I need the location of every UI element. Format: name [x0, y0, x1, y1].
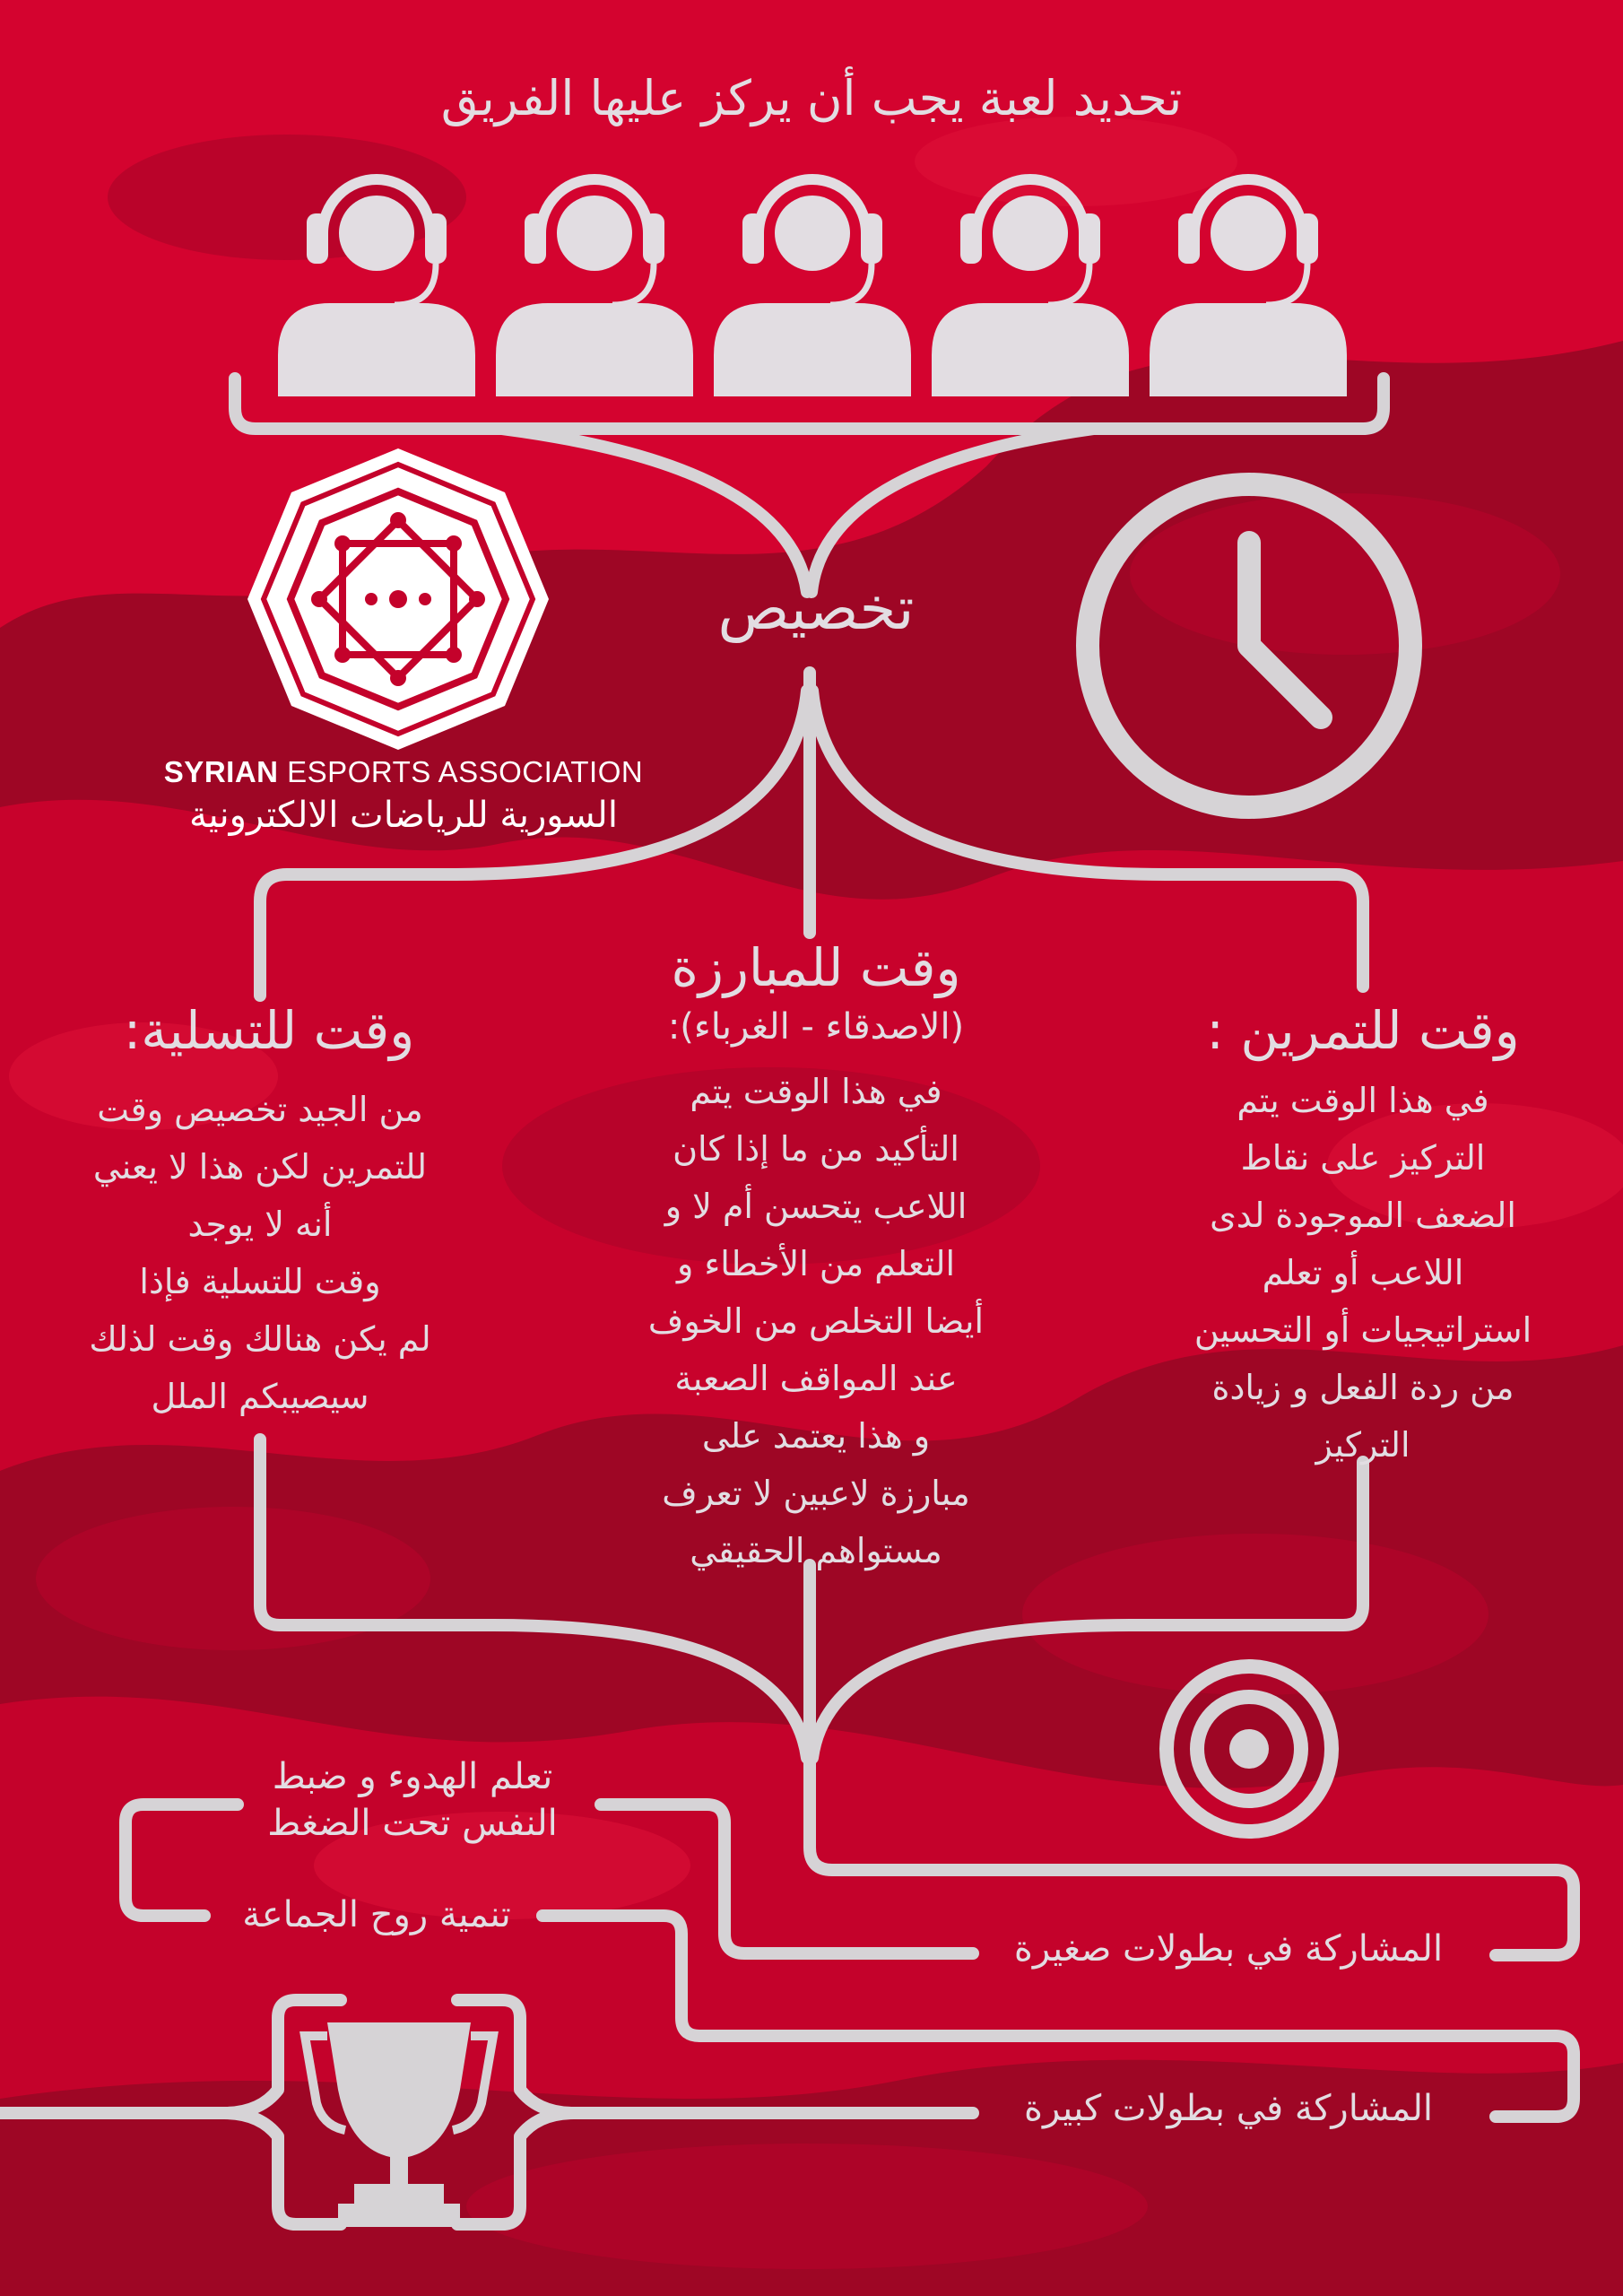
logo-english-rest: ESPORTS ASSOCIATION — [287, 755, 644, 788]
main-title: تحديد لعبة يجب أن يركز عليها الفريق — [440, 70, 1183, 126]
team-spirit-outcome: تنمية روح الجماعة — [242, 1894, 511, 1935]
match-subheading: (الاصدقاء - الغرباء): — [667, 1006, 965, 1048]
practice-heading: وقت للتمرين : — [1206, 1000, 1520, 1061]
headset-player-icon — [278, 179, 475, 396]
match-heading: وقت للمبارزة — [671, 937, 961, 998]
logo-english-bold: SYRIAN — [163, 755, 279, 788]
text-line: التأكيد من ما إذا كان — [673, 1129, 959, 1169]
octagon-star-logo — [247, 448, 549, 750]
text-line: أنه لا يوجد — [187, 1205, 333, 1244]
practice-body — [1139, 1072, 1587, 1474]
match-body — [556, 1063, 1076, 1579]
text-line: التركيز على نقاط — [1240, 1138, 1486, 1178]
text-line: سيصيبكم الملل — [151, 1377, 369, 1416]
trophy-bracket-left-bottom — [224, 2113, 341, 2224]
text-line: مبارزة لاعبين لا تعرف — [662, 1474, 970, 1513]
clock-icon — [1088, 484, 1410, 807]
big-tournaments-outcome: المشاركة في بطولات كبيرة — [1024, 2088, 1433, 2129]
text-line: عند المواقف الصعبة — [674, 1359, 958, 1398]
fun-heading: وقت للتسلية: — [123, 1000, 415, 1061]
text-line: التركيز — [1315, 1425, 1410, 1465]
text-line: تعلم الهدوء و ضبط — [272, 1756, 553, 1797]
merge-curve-left — [502, 429, 807, 592]
target-icon — [1167, 1666, 1332, 1831]
text-line: استراتيجيات أو التحسين — [1193, 1310, 1532, 1350]
text-line: الضعف الموجودة لدى — [1210, 1196, 1516, 1235]
headset-player-icon — [496, 179, 693, 396]
text-line: التعلم من الأخطاء و — [676, 1244, 955, 1283]
trophy-bracket-right-bottom — [457, 2113, 574, 2224]
trophy-icon — [305, 2022, 493, 2227]
headset-player-icon — [714, 179, 911, 396]
text-line: من ردة الفعل و زيادة — [1211, 1368, 1515, 1407]
trophy-bracket-right — [457, 2000, 574, 2113]
headset-player-icon — [932, 179, 1129, 396]
text-line: للتمرين لكن هذا لا يعني — [92, 1147, 428, 1187]
logo-arabic-text: السورية للرياضات الالكترونية — [189, 795, 618, 836]
small-tournaments-outcome: المشاركة في بطولات صغيرة — [1013, 1928, 1444, 1970]
text-line: لم يكن هنالك وقت لذلك — [89, 1319, 431, 1359]
text-line: في هذا الوقت يتم — [690, 1072, 942, 1111]
text-line: وقت للتسلية فإذا — [139, 1262, 381, 1301]
text-line: مستواهم الحقيقي — [690, 1531, 942, 1570]
calm-outcome — [197, 1753, 628, 1847]
headset-player-icon — [1150, 179, 1347, 396]
logo-english-text — [152, 755, 655, 789]
players-row — [278, 179, 1347, 396]
text-line: في هذا الوقت يتم — [1237, 1081, 1489, 1120]
merge-curve-right — [812, 429, 1094, 592]
calm-branch — [601, 1805, 973, 1953]
text-line: و هذا يعتمد على — [701, 1416, 931, 1456]
center-label: تخصيص — [717, 574, 915, 643]
text-line: اللاعب يتحسن أم لا و — [664, 1187, 968, 1226]
text-line: من الجيد تخصيص وقت — [97, 1090, 423, 1129]
text-line: اللاعب أو تعلم — [1262, 1253, 1464, 1292]
fun-body — [18, 1081, 502, 1425]
text-line: النفس تحت الضغط — [267, 1803, 558, 1844]
text-line: أيضا التخلص من الخوف — [647, 1301, 985, 1341]
trophy-bracket-left — [0, 2000, 341, 2113]
